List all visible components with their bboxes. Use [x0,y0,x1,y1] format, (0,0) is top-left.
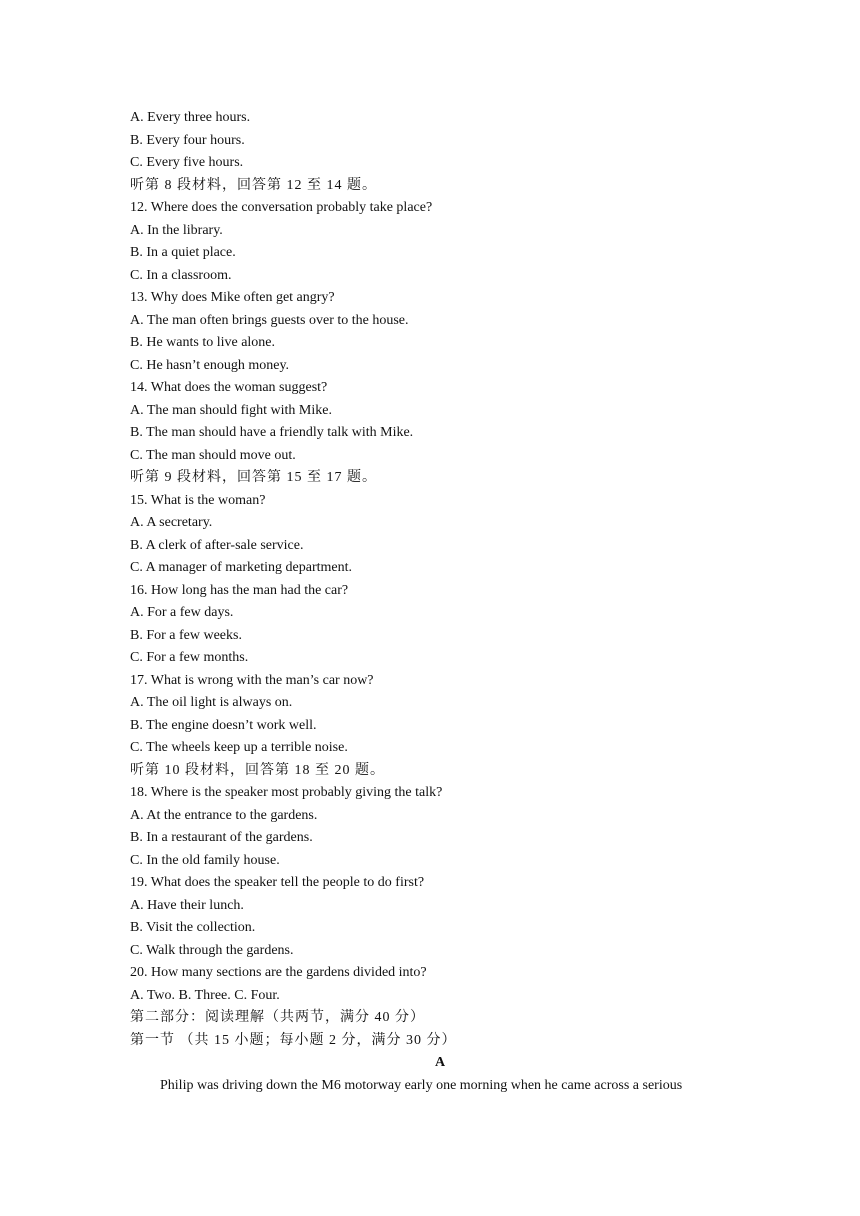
answer-option: A. The man should fight with Mike. [130,402,332,418]
question: 15. What is the woman? [130,492,266,508]
answer-option: B. A clerk of after-sale service. [130,537,304,553]
answer-option: B. He wants to live alone. [130,335,276,350]
section-heading: 第二部分：阅读理解（共两节，满分 40 分） [130,1010,425,1025]
answer-option: B. The man should have a friendly talk with Mike. [130,425,414,440]
answer-option: B. Visit the collection. [130,920,256,935]
answer-option: A. For a few days. [130,605,234,620]
answer-option: B. For a few weeks. [130,627,242,643]
answer-option: C. In the old family house. [130,852,280,868]
question: 17. What is wrong with the man’s car now? [130,672,374,688]
answer-option: B. Every four hours. [130,132,245,148]
passage-paragraph: Philip was driving down the M6 motorway early one morning when he came across a serious [160,1077,683,1093]
answer-option: A. The man often brings guests over to the house. [130,312,409,328]
answer-option: C. Every five hours. [130,155,244,170]
question: 14. What does the woman suggest? [130,380,328,395]
passage-heading: A [434,1055,446,1070]
answer-option: C. He hasn’t enough money. [130,357,290,373]
document-body [130,107,750,1097]
question: 13. Why does Mike often get angry? [130,290,335,305]
answer-option: B. The engine doesn’t work well. [130,717,317,733]
answer-option: B. In a restaurant of the gardens. [130,830,313,845]
answer-option: C. Walk through the gardens. [130,942,294,958]
answer-option: A. At the entrance to the gardens. [130,807,318,823]
question: 19. What does the speaker tell the people to do first? [130,875,425,890]
section-heading: 第一节 （共 15 小题；每小题 2 分，满分 30 分） [130,1032,457,1048]
question: 20. How many sections are the gardens divided into? [130,965,427,980]
answer-option: A. A secretary. [130,515,213,530]
question: 16. How long has the man had the car? [130,582,349,598]
answer-option: C. The wheels keep up a terrible noise. [130,740,348,755]
question: 18. Where is the speaker most probably giving the talk? [130,785,443,800]
answer-option: A. In the library. [130,222,223,238]
listening-instruction: 听第 8 段材料，回答第 12 至 14 题。 [130,177,377,193]
answer-option: B. In a quiet place. [130,245,236,260]
answer-option: A. The oil light is always on. [130,695,293,710]
listening-instruction: 听第 9 段材料，回答第 15 至 17 题。 [130,470,377,485]
answer-option: C. The man should move out. [130,447,296,463]
answer-option: C. A manager of marketing department. [130,560,352,575]
answer-option: A. Two. B. Three. C. Four. [130,987,280,1003]
answer-option: A. Every three hours. [130,110,251,125]
question: 12. Where does the conversation probably take place? [130,200,433,215]
answer-option: C. For a few months. [130,650,249,665]
listening-instruction: 听第 10 段材料，回答第 18 至 20 题。 [130,762,385,778]
answer-option: A. Have their lunch. [130,897,244,913]
answer-option: C. In a classroom. [130,267,232,283]
